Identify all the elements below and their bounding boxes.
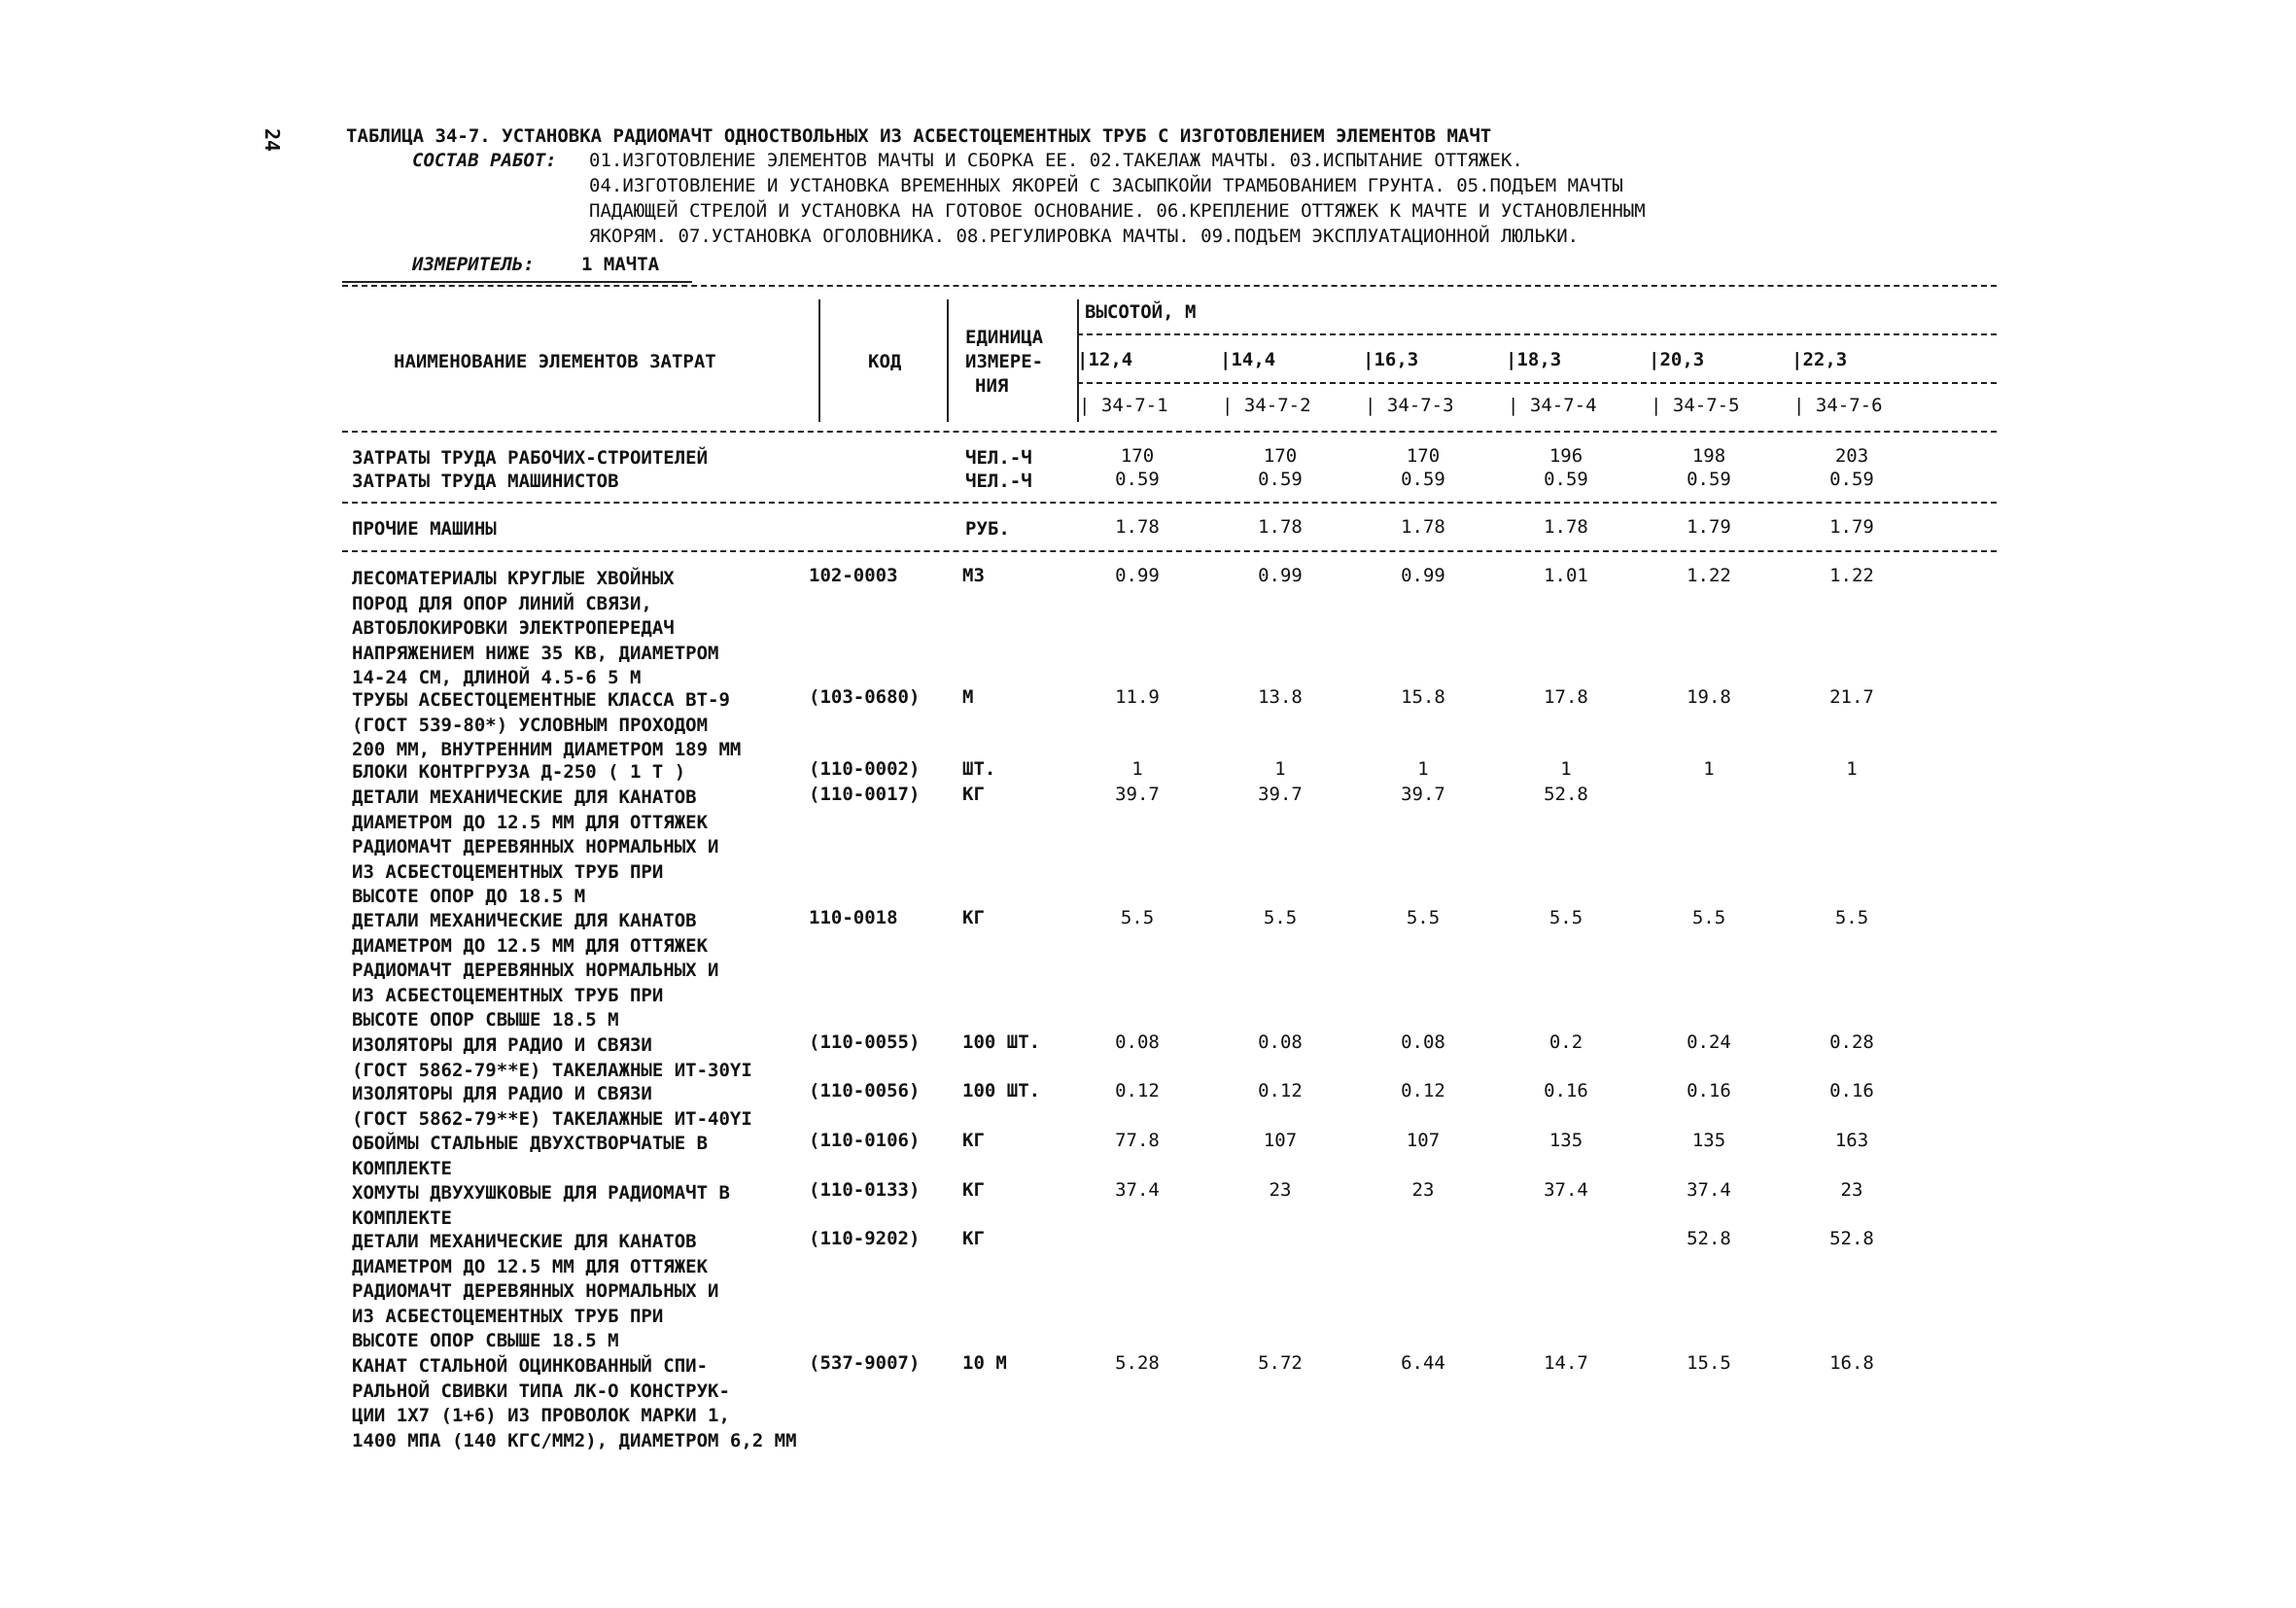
height-header: |16,3	[1363, 349, 1419, 370]
material-value: 1	[1131, 758, 1143, 780]
table-title: ТАБЛИЦА 34-7. УСТАНОВКА РАДИОМАЧТ ОДНОСТВОЛЬНЫХ ИЗ АСБЕСТОЦЕМЕНТНЫХ ТРУБ С ИЗГОТОВЛЕНИЕМ ЭЛЕМЕНТОВ МАЧТ	[346, 125, 1492, 147]
labor-name: ЗАТРАТЫ ТРУДА МАШИНИСТОВ	[352, 471, 619, 492]
material-value: 0.28	[1829, 1031, 1874, 1053]
column-divider	[947, 299, 949, 422]
material-value: 52.8	[1544, 784, 1588, 805]
material-code: (110-0017)	[809, 784, 921, 805]
material-unit: 100 ШТ.	[962, 1080, 1041, 1101]
material-unit: ШТ.	[962, 758, 996, 780]
work-line: ПАДАЮЩЕЙ СТРЕЛОЙ И УСТАНОВКА НА ГОТОВОЕ ОСНОВАНИЕ. 06.КРЕПЛЕНИЕ ОТТЯЖЕК К МАЧТЕ И УСТАНОВЛЕННЫМ	[589, 200, 1646, 222]
header-unit: ИЗМЕРЕ-	[965, 351, 1044, 372]
header-code: КОД	[868, 351, 902, 372]
meter-label: ИЗМЕРИТЕЛЬ:	[412, 254, 535, 275]
material-value: 52.8	[1829, 1228, 1874, 1249]
material-name: ОБОЙМЫ СТАЛЬНЫЕ ДВУХСТВОРЧАТЫЕ В КОМПЛЕКТЕ	[352, 1133, 709, 1179]
labor-value: 203	[1834, 445, 1869, 467]
labor-value: 0.59	[1687, 469, 1731, 490]
labor-unit: ЧЕЛ.-Ч	[965, 447, 1032, 469]
material-value: 39.7	[1258, 784, 1303, 805]
height-header: |18,3	[1506, 349, 1562, 370]
material-value: 77.8	[1115, 1130, 1160, 1151]
labor-value: 0.59	[1258, 469, 1303, 490]
labor-value: 170	[1406, 445, 1441, 467]
material-value: 5.5	[1691, 907, 1726, 928]
material-code: (103-0680)	[809, 686, 921, 708]
material-unit: М	[962, 686, 974, 708]
labor-value: 0.59	[1544, 469, 1588, 490]
labor-value: 0.59	[1829, 469, 1874, 490]
material-value: 0.99	[1115, 565, 1160, 586]
material-value: 5.5	[1263, 907, 1298, 928]
material-unit: КГ	[962, 1228, 985, 1249]
material-value: 39.7	[1401, 784, 1445, 805]
material-value: 19.8	[1687, 686, 1731, 708]
material-name: ЛЕСОМАТЕРИАЛЫ КРУГЛЫЕ ХВОЙНЫХ ПОРОД ДЛЯ ОПОР ЛИНИЙ СВЯЗИ, АВТОБЛОКИРОВКИ ЭЛЕКТРОПЕРЕДАЧ НАПРЯЖЕНИЕМ НИЖЕ 35 КВ, ДИАМЕТРОМ 14-24 СМ, ДЛИНОЙ 4.5-6 5 М	[352, 568, 719, 688]
header-top-rule	[342, 285, 1997, 287]
labor-value: 0.59	[1115, 469, 1160, 490]
material-value: 37.4	[1544, 1179, 1588, 1201]
material-value: 1	[1703, 758, 1715, 780]
machines-value: 1.78	[1401, 516, 1445, 538]
material-value: 0.99	[1401, 565, 1445, 586]
machines-value: 1.79	[1829, 516, 1874, 538]
material-unit: КГ	[962, 1130, 985, 1151]
column-code: | 34-7-6	[1793, 395, 1883, 416]
material-value: 0.99	[1258, 565, 1303, 586]
material-value: 17.8	[1544, 686, 1588, 708]
work-label: СОСТАВ РАБОТ:	[412, 150, 557, 171]
material-value: 0.16	[1829, 1080, 1874, 1101]
labor-value: 170	[1263, 445, 1298, 467]
material-value: 1.01	[1544, 565, 1588, 586]
header-height: ВЫСОТОЙ, М	[1085, 301, 1197, 323]
material-value: 0.12	[1401, 1080, 1445, 1101]
work-line: 04.ИЗГОТОВЛЕНИЕ И УСТАНОВКА ВРЕМЕННЫХ ЯКОРЕЙ С ЗАСЫПКОЙИ ТРАМБОВАНИЕМ ГРУНТА. 05.ПОДЪЕМ МАЧТЫ	[589, 175, 1623, 196]
material-value: 1	[1274, 758, 1286, 780]
header-unit: НИЯ	[975, 375, 1009, 397]
column-code: | 34-7-4	[1508, 395, 1597, 416]
material-name: ТРУБЫ АСБЕСТОЦЕМЕНТНЫЕ КЛАССА ВТ-9 (ГОСТ 539-80*) УСЛОВНЫМ ПРОХОДОМ 200 ММ, ВНУТРЕННИМ ДИАМЕТРОМ 189 ММ	[352, 689, 742, 760]
material-value: 0.16	[1687, 1080, 1731, 1101]
labor-value: 196	[1548, 445, 1583, 467]
header-name: НАИМЕНОВАНИЕ ЭЛЕМЕНТОВ ЗАТРАТ	[394, 351, 716, 372]
material-code: (110-0002)	[809, 758, 921, 780]
labor-name: ЗАТРАТЫ ТРУДА РАБОЧИХ-СТРОИТЕЛЕЙ	[352, 447, 709, 469]
material-unit: М3	[962, 565, 985, 586]
material-value: 11.9	[1115, 686, 1160, 708]
material-value: 5.72	[1258, 1352, 1303, 1374]
labor-value: 198	[1691, 445, 1726, 467]
codes-rule	[1077, 382, 1997, 384]
material-value: 5.5	[1548, 907, 1583, 928]
material-value: 1.22	[1687, 565, 1731, 586]
material-value: 21.7	[1829, 686, 1874, 708]
height-header: |22,3	[1792, 349, 1848, 370]
height-header: |20,3	[1649, 349, 1705, 370]
material-value: 0.24	[1687, 1031, 1731, 1053]
column-code: | 34-7-1	[1079, 395, 1168, 416]
page-number: 24	[261, 128, 284, 153]
material-code: 110-0018	[809, 907, 898, 928]
material-unit: КГ	[962, 907, 985, 928]
material-value: 52.8	[1687, 1228, 1731, 1249]
material-value: 15.8	[1401, 686, 1445, 708]
material-value: 5.28	[1115, 1352, 1160, 1374]
material-value: 0.08	[1115, 1031, 1160, 1053]
labor-unit: ЧЕЛ.-Ч	[965, 471, 1032, 492]
material-value: 107	[1406, 1130, 1441, 1151]
material-name: ХОМУТЫ ДВУХУШКОВЫЕ ДЛЯ РАДИОМАЧТ В КОМПЛЕКТЕ	[352, 1182, 730, 1229]
material-value: 1	[1846, 758, 1858, 780]
height-header: |14,4	[1220, 349, 1276, 370]
material-value: 37.4	[1687, 1179, 1731, 1201]
material-value: 1.22	[1829, 565, 1874, 586]
material-code: (110-0056)	[809, 1080, 921, 1101]
height-header: |12,4	[1077, 349, 1133, 370]
material-name: ДЕТАЛИ МЕХАНИЧЕСКИЕ ДЛЯ КАНАТОВ ДИАМЕТРОМ ДО 12.5 ММ ДЛЯ ОТТЯЖЕК РАДИОМАЧТ ДЕРЕВЯННЫХ НОРМАЛЬНЫХ И ИЗ АСБЕСТОЦЕМЕНТНЫХ ТРУБ ПРИ ВЫСОТЕ ОПОР ДО 18.5 М	[352, 787, 719, 907]
work-line: ЯКОРЯМ. 07.УСТАНОВКА ОГОЛОВНИКА. 08.РЕГУЛИРОВКА МАЧТЫ. 09.ПОДЪЕМ ЭКСПЛУАТАЦИОННОЙ ЛЮЛЬКИ.	[589, 226, 1580, 247]
material-name: ИЗОЛЯТОРЫ ДЛЯ РАДИО И СВЯЗИ (ГОСТ 5862-79**Е) ТАКЕЛАЖНЫЕ ИТ-30YI	[352, 1034, 752, 1081]
material-code: (110-0133)	[809, 1179, 921, 1201]
material-unit: 10 М	[962, 1352, 1007, 1374]
material-value: 23	[1411, 1179, 1435, 1201]
work-line: 01.ИЗГОТОВЛЕНИЕ ЭЛЕМЕНТОВ МАЧТЫ И СБОРКА ЕЕ. 02.ТАКЕЛАЖ МАЧТЫ. 03.ИСПЫТАНИЕ ОТТЯЖЕК.	[589, 150, 1523, 171]
material-value: 0.08	[1258, 1031, 1303, 1053]
height-rule	[1077, 333, 1997, 335]
header-unit: ЕДИНИЦА	[965, 327, 1044, 348]
material-value: 6.44	[1401, 1352, 1445, 1374]
material-value: 5.5	[1406, 907, 1441, 928]
machines-value: 1.78	[1115, 516, 1160, 538]
material-value: 135	[1548, 1130, 1583, 1151]
material-unit: 100 ШТ.	[962, 1031, 1041, 1053]
labor-value: 0.59	[1401, 469, 1445, 490]
material-code: (110-9202)	[809, 1228, 921, 1249]
material-code: (110-0055)	[809, 1031, 921, 1053]
machines-value: 1.78	[1544, 516, 1588, 538]
material-value: 37.4	[1115, 1179, 1160, 1201]
machines-value: 1.78	[1258, 516, 1303, 538]
material-value: 16.8	[1829, 1352, 1874, 1374]
material-value: 39.7	[1115, 784, 1160, 805]
material-name: ДЕТАЛИ МЕХАНИЧЕСКИЕ ДЛЯ КАНАТОВ ДИАМЕТРОМ ДО 12.5 ММ ДЛЯ ОТТЯЖЕК РАДИОМАЧТ ДЕРЕВЯННЫХ НОРМАЛЬНЫХ И ИЗ АСБЕСТОЦЕМЕНТНЫХ ТРУБ ПРИ ВЫСОТЕ ОПОР СВЫШЕ 18.5 М	[352, 1231, 719, 1351]
material-code: (110-0106)	[809, 1130, 921, 1151]
material-value: 107	[1263, 1130, 1298, 1151]
material-value: 0.16	[1544, 1080, 1588, 1101]
column-code: | 34-7-3	[1365, 395, 1454, 416]
machines-bottom-rule	[342, 550, 1997, 552]
material-name: КАНАТ СТАЛЬНОЙ ОЦИНКОВАННЫЙ СПИ- РАЛЬНОЙ СВИВКИ ТИПА ЛК-О КОНСТРУК- ЦИИ 1Х7 (1+6) ИЗ ПРОВОЛОК МАРКИ 1, 1400 МПА (140 КГС/ММ2), ДИАМЕТРОМ 6,2 ММ	[352, 1355, 797, 1451]
column-divider	[818, 299, 820, 422]
title-underline	[342, 281, 692, 283]
material-value: 15.5	[1687, 1352, 1731, 1374]
material-value: 5.5	[1120, 907, 1155, 928]
material-value: 163	[1834, 1130, 1869, 1151]
material-unit: КГ	[962, 784, 985, 805]
material-value: 1	[1417, 758, 1429, 780]
material-value: 0.2	[1548, 1031, 1583, 1053]
column-code: | 34-7-5	[1651, 395, 1740, 416]
material-name: ДЕТАЛИ МЕХАНИЧЕСКИЕ ДЛЯ КАНАТОВ ДИАМЕТРОМ ДО 12.5 ММ ДЛЯ ОТТЯЖЕК РАДИОМАЧТ ДЕРЕВЯННЫХ НОРМАЛЬНЫХ И ИЗ АСБЕСТОЦЕМЕНТНЫХ ТРУБ ПРИ ВЫСОТЕ ОПОР СВЫШЕ 18.5 М	[352, 910, 719, 1031]
material-value: 135	[1691, 1130, 1726, 1151]
material-value: 1	[1560, 758, 1572, 780]
material-value: 14.7	[1544, 1352, 1588, 1374]
material-code: (537-9007)	[809, 1352, 921, 1374]
material-value: 0.08	[1401, 1031, 1445, 1053]
material-name: БЛОКИ КОНТРГРУЗА Д-250 ( 1 Т )	[352, 761, 686, 783]
header-bottom-rule	[342, 431, 1997, 433]
machines-unit: РУБ.	[965, 518, 1010, 540]
machines-name: ПРОЧИЕ МАШИНЫ	[352, 518, 497, 540]
material-value: 23	[1840, 1179, 1863, 1201]
labor-value: 170	[1120, 445, 1155, 467]
material-value: 5.5	[1834, 907, 1869, 928]
column-code: | 34-7-2	[1222, 395, 1311, 416]
material-value: 0.12	[1115, 1080, 1160, 1101]
labor-bottom-rule	[342, 502, 1997, 504]
material-name: ИЗОЛЯТОРЫ ДЛЯ РАДИО И СВЯЗИ (ГОСТ 5862-79**Е) ТАКЕЛАЖНЫЕ ИТ-40YI	[352, 1083, 752, 1130]
machines-value: 1.79	[1687, 516, 1731, 538]
material-code: 102-0003	[809, 565, 898, 586]
meter-value: 1 МАЧТА	[581, 254, 660, 275]
material-value: 0.12	[1258, 1080, 1303, 1101]
material-value: 23	[1269, 1179, 1292, 1201]
material-unit: КГ	[962, 1179, 985, 1201]
material-value: 13.8	[1258, 686, 1303, 708]
